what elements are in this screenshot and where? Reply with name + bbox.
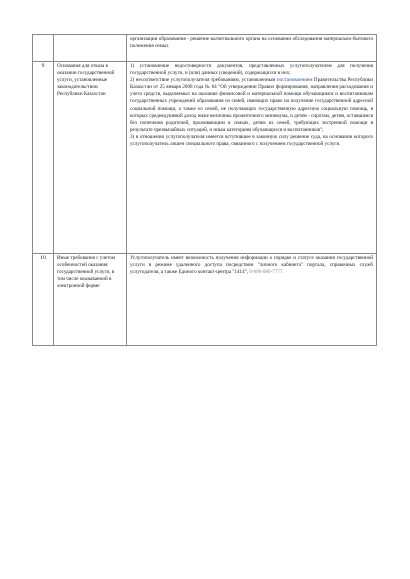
table-row (33, 62, 377, 254)
row-label: Основания для отказа в оказании государственной услуги, установленные законодательством Республики Казахстан (54, 62, 127, 254)
row-number: 9 (33, 62, 54, 254)
table-row (33, 35, 377, 62)
refusal-ground-1: 1) установление недостоверности документов, представленных услугополучателем для получения государственной услуги, и (или) данных (сведений), содержащихся в них; (130, 63, 373, 77)
refusal-ground-3: 3) в отношении услугополучателя имеется вступившее в законную силу решение суда, на основании которого услугополучатель лишен специального права, связанного с получением государственной услуги. (130, 133, 373, 148)
contact-phone: 8-800-080-7777. (249, 269, 284, 276)
row-label: Иные требования с учетом особенностей оказания государственной услуги, в том числе оказываемой в электронной форме (54, 254, 127, 346)
row-number: 10 (33, 254, 54, 346)
row-text (127, 62, 377, 254)
row-text: Услугополучатель имеет возможность получения информации о порядке и статусе оказания государственной услуги в режиме удаленного доступа посредством "личного кабинета" портала, справочных служб услугодателя, а также Единого контакт-центра "1414", 8-800-080-7777. (127, 254, 377, 346)
row-text: организации образования - решение коллегиального органа на основании обследования материально-бытового положения семьи. (127, 35, 377, 62)
refusal-ground-2: 2) несоответствие услугополучателя требованиям, установленным постановлением Правительства Республики Казахстан от 25 января 2008 года № 64 "Об утверждении Правил формирования, направления расходования и учета средств, выделяемых на оказание финансовой и материальной помощи обучающимся и воспитанникам государственных учреждений образования из семей, имеющих право на получение государственной адресной социальной помощи, а также из семей, не получающих государственную адресную социальную помощь, в которых среднедушевой доход ниже величины прожиточного минимума, и детям - сиротам, детям, оставшимся без попечения родителей, проживающим в семьях, детям из семей, требующих экстренной помощи в результате чрезвычайных ситуаций, и иным категориям обучающихся и воспитанников"; (130, 77, 374, 133)
services-standard-table (32, 34, 377, 346)
row-number (33, 35, 54, 62)
row-label (54, 35, 127, 62)
table-row (33, 254, 377, 346)
resolution-link[interactable]: постановлением (276, 77, 313, 84)
